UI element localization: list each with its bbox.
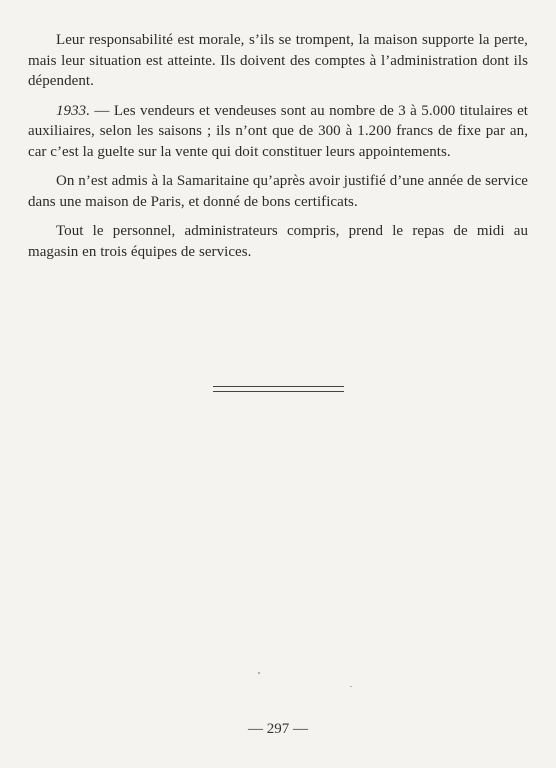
paragraph-admission [28, 171, 528, 212]
double-rule-divider [213, 386, 344, 392]
page-body [28, 30, 528, 271]
paragraph-meals [28, 221, 528, 262]
paragraph-text: Tout le personnel, administrateurs compris, prend le repas de midi au magasin en trois équipes de services. [28, 223, 528, 260]
page-number: — 297 — [248, 721, 308, 737]
paper-speck [350, 686, 352, 687]
paragraph-1933-staff [28, 101, 528, 163]
paragraph-responsibility [28, 30, 528, 92]
paragraph-text: Leur responsabilité est morale, s’ils se trompent, la maison supporte la perte, mais leur situation est atteinte. Ils doivent des comptes à l’administration dont ils dépendent. [28, 32, 528, 89]
paper-speck [258, 672, 260, 674]
paragraph-text: — Les vendeurs et vendeuses sont au nombre de 3 à 5.000 titulaires et auxiliaires, selon les saisons ; ils n’ont que de 300 à 1.200 francs de fixe par an, car c’est la guelte sur la vente qui doit constituer leurs appointements. [28, 102, 528, 160]
year-lead: 1933. [56, 102, 90, 119]
paragraph-text: On n’est admis à la Samaritaine qu’après avoir justifié d’une année de service dans une maison de Paris, et donné de bons certificats. [28, 173, 528, 210]
